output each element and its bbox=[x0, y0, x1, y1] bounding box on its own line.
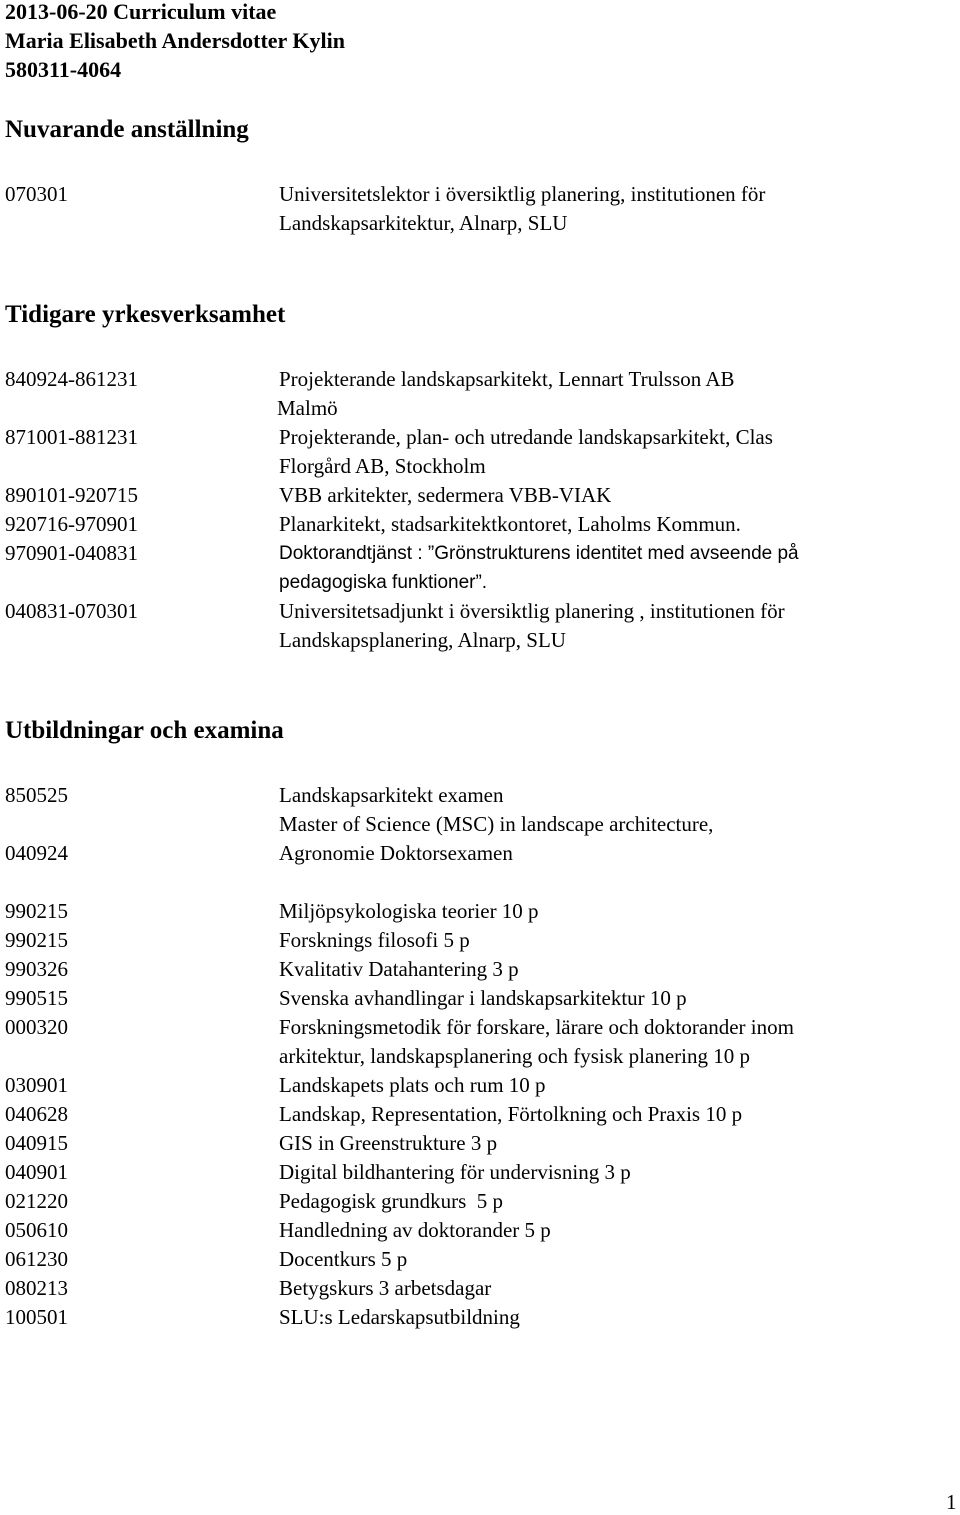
entry-date: 040901 bbox=[5, 1160, 68, 1184]
entry-date: 840924-861231 bbox=[5, 367, 138, 391]
entry-description: Pedagogisk grundkurs 5 p bbox=[279, 1189, 503, 1213]
entry-date: 030901 bbox=[5, 1073, 68, 1097]
entry-date: 970901-040831 bbox=[5, 541, 138, 565]
entry-description: Master of Science (MSC) in landscape architecture, bbox=[279, 812, 714, 836]
entry-date: 040915 bbox=[5, 1131, 68, 1155]
entry-description: Digital bildhantering för undervisning 3 p bbox=[279, 1160, 631, 1184]
entry-description: Planarkitekt, stadsarkitektkontoret, Laholms Kommun. bbox=[279, 512, 741, 536]
header-date-title: 2013-06-20 Curriculum vitae bbox=[5, 0, 277, 24]
entry-description: Landskapsarkitektur, Alnarp, SLU bbox=[279, 211, 568, 235]
entry-description: Miljöpsykologiska teorier 10 p bbox=[279, 899, 539, 923]
entry-description: Docentkurs 5 p bbox=[279, 1247, 408, 1271]
entry-date: 100501 bbox=[5, 1305, 68, 1329]
entry-description: Projekterande landskapsarkitekt, Lennart Trulsson AB bbox=[279, 367, 735, 391]
section-heading-previous-employment: Tidigare yrkesverksamhet bbox=[5, 301, 286, 328]
entry-date: 061230 bbox=[5, 1247, 68, 1271]
entry-date: 871001-881231 bbox=[5, 425, 138, 449]
entry-date: 080213 bbox=[5, 1276, 68, 1300]
page-number: 1 bbox=[946, 1490, 957, 1514]
entry-description: Landskapets plats och rum 10 p bbox=[279, 1073, 546, 1097]
entry-description: Projekterande, plan- och utredande landskapsarkitekt, Clas bbox=[279, 425, 773, 449]
entry-description: Agronomie Doktorsexamen bbox=[279, 841, 513, 865]
entry-description: Landskap, Representation, Förtolkning och Praxis 10 p bbox=[279, 1102, 743, 1126]
entry-description: Forsknings filosofi 5 p bbox=[279, 928, 470, 952]
entry-description: Malmö bbox=[277, 396, 338, 420]
entry-description: Universitetslektor i översiktlig planering, institutionen för bbox=[279, 182, 766, 206]
entry-date: 070301 bbox=[5, 182, 68, 206]
entry-date: 040831-070301 bbox=[5, 599, 138, 623]
header-id-number: 580311-4064 bbox=[5, 57, 122, 82]
entry-date: 850525 bbox=[5, 783, 68, 807]
entry-date: 050610 bbox=[5, 1218, 68, 1242]
entry-description: pedagogiska funktioner”. bbox=[279, 572, 488, 593]
entry-date: 920716-970901 bbox=[5, 512, 138, 536]
entry-date: 990215 bbox=[5, 928, 68, 952]
entry-description: SLU:s Ledarskapsutbildning bbox=[279, 1305, 520, 1329]
entry-date: 890101-920715 bbox=[5, 483, 138, 507]
entry-date: 040924 bbox=[5, 841, 68, 865]
entry-date: 040628 bbox=[5, 1102, 68, 1126]
section-heading-education: Utbildningar och examina bbox=[5, 717, 284, 744]
entry-description: Landskapsarkitekt examen bbox=[279, 783, 504, 807]
entry-description: Betygskurs 3 arbetsdagar bbox=[279, 1276, 492, 1300]
entry-date: 990515 bbox=[5, 986, 68, 1010]
header-name: Maria Elisabeth Andersdotter Kylin bbox=[5, 28, 345, 53]
entry-date: 990215 bbox=[5, 899, 68, 923]
entry-description: Florgård AB, Stockholm bbox=[279, 454, 486, 478]
entry-description: Landskapsplanering, Alnarp, SLU bbox=[279, 628, 566, 652]
entry-description: Handledning av doktorander 5 p bbox=[279, 1218, 551, 1242]
entry-description: VBB arkitekter, sedermera VBB-VIAK bbox=[279, 483, 612, 507]
entry-description: GIS in Greenstrukture 3 p bbox=[279, 1131, 498, 1155]
entry-date: 021220 bbox=[5, 1189, 68, 1213]
entry-description: Forskningsmetodik för forskare, lärare och doktorander inom bbox=[279, 1015, 794, 1039]
entry-description: Kvalitativ Datahantering 3 p bbox=[279, 957, 519, 981]
entry-description: Doktorandtjänst : ”Grönstrukturens identitet med avseende på bbox=[279, 543, 799, 564]
entry-date: 000320 bbox=[5, 1015, 68, 1039]
entry-date: 990326 bbox=[5, 957, 68, 981]
entry-description: Svenska avhandlingar i landskapsarkitektur 10 p bbox=[279, 986, 687, 1010]
entry-description: arkitektur, landskapsplanering och fysisk planering 10 p bbox=[279, 1044, 750, 1068]
section-heading-current-employment: Nuvarande anställning bbox=[5, 116, 249, 143]
entry-description: Universitetsadjunkt i översiktlig planering , institutionen för bbox=[279, 599, 785, 623]
